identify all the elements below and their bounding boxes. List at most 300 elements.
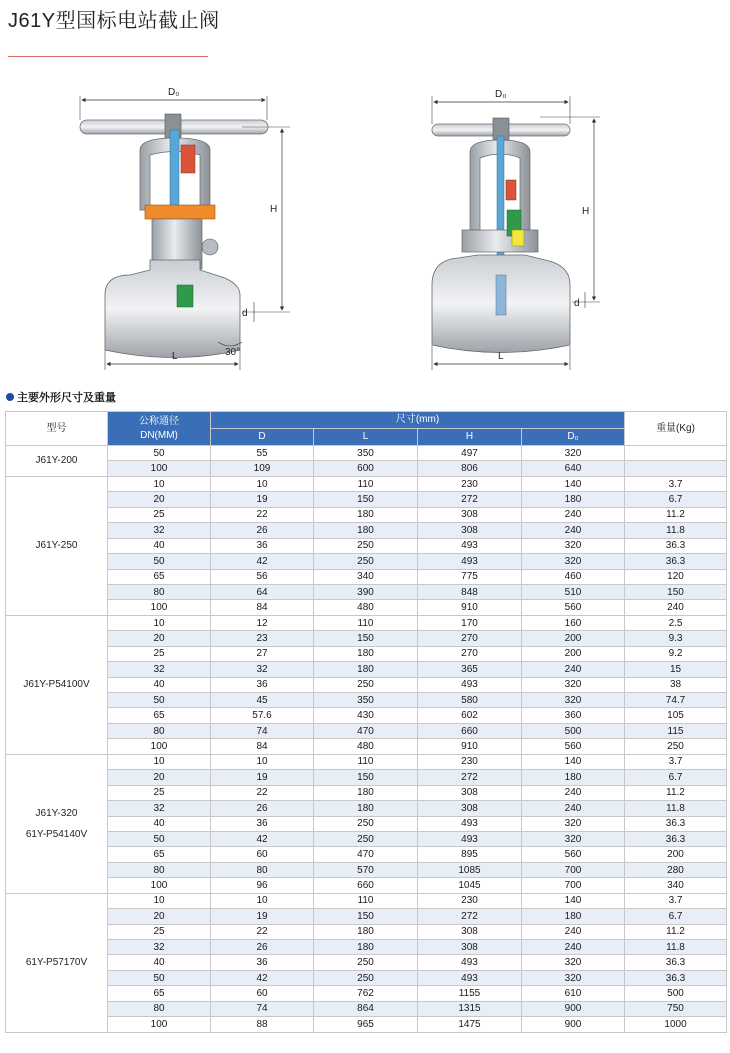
d0-cell: 320: [522, 831, 625, 846]
h-cell: 308: [418, 801, 522, 816]
weight-cell: 11.8: [625, 523, 727, 538]
d0-cell: 320: [522, 693, 625, 708]
l-cell: 480: [314, 600, 418, 615]
left-angle-label: 30°: [225, 347, 241, 358]
d0-cell: 320: [522, 677, 625, 692]
weight-cell: 1000: [625, 1017, 727, 1032]
dn-cell: 20: [108, 909, 211, 924]
table-row: [6, 924, 727, 939]
h-cell: 308: [418, 785, 522, 800]
table-row: [6, 662, 727, 677]
dimensions-table: [5, 411, 727, 1033]
h-cell: 602: [418, 708, 522, 723]
dn-cell: 40: [108, 816, 211, 831]
d-cell: 84: [211, 600, 314, 615]
d0-cell: 240: [522, 940, 625, 955]
d-cell: 27: [211, 646, 314, 661]
right-h-label: H: [582, 206, 590, 217]
model-name: J61Y-200: [35, 455, 78, 467]
d0-cell: 460: [522, 569, 625, 584]
dn-cell: 25: [108, 646, 211, 661]
l-cell: 430: [314, 708, 418, 723]
d-cell: 60: [211, 986, 314, 1001]
left-h-label: H: [270, 204, 278, 215]
d0-cell: 320: [522, 816, 625, 831]
d-cell: 55: [211, 446, 314, 461]
weight-cell: 74.7: [625, 693, 727, 708]
left-l-label: L: [172, 351, 178, 362]
table-row: [6, 754, 727, 769]
d0-cell: 200: [522, 646, 625, 661]
d0-cell: 640: [522, 461, 625, 476]
d-cell: 10: [211, 754, 314, 769]
d-cell: 22: [211, 507, 314, 522]
table-row: [6, 507, 727, 522]
h-cell: 365: [418, 662, 522, 677]
weight-cell: 3.7: [625, 754, 727, 769]
dn-cell: 25: [108, 507, 211, 522]
h-cell: 493: [418, 554, 522, 569]
h-cell: 270: [418, 646, 522, 661]
l-cell: 180: [314, 646, 418, 661]
weight-cell: 11.2: [625, 785, 727, 800]
weight-cell: 200: [625, 847, 727, 862]
section-heading-text: 主要外形尺寸及重量: [17, 392, 116, 404]
model-cell: [6, 476, 108, 615]
d-cell: 12: [211, 615, 314, 630]
table-row: [6, 816, 727, 831]
valve-diagrams: [0, 80, 730, 380]
d-cell: 64: [211, 584, 314, 599]
h-cell: 895: [418, 847, 522, 862]
dn-cell: 10: [108, 893, 211, 908]
dn-cell: 65: [108, 708, 211, 723]
dn-cell: 32: [108, 801, 211, 816]
d-cell: 74: [211, 1001, 314, 1016]
d-cell: 26: [211, 940, 314, 955]
dn-cell: 100: [108, 739, 211, 754]
d0-cell: 140: [522, 754, 625, 769]
table-row: [6, 476, 727, 491]
h-cell: 493: [418, 538, 522, 553]
model-name: J61Y-320: [35, 807, 78, 819]
table-body: [6, 446, 727, 1033]
h-cell: 170: [418, 615, 522, 630]
model-cell: [6, 893, 108, 1032]
header-dn-line1: 公称通径: [139, 415, 179, 427]
model-cell: [6, 615, 108, 754]
h-cell: 493: [418, 677, 522, 692]
table-row: [6, 986, 727, 1001]
d0-cell: 320: [522, 554, 625, 569]
l-cell: 180: [314, 785, 418, 800]
table-row: [6, 631, 727, 646]
l-cell: 110: [314, 615, 418, 630]
weight-cell: 3.7: [625, 893, 727, 908]
header-l: L: [314, 429, 418, 446]
dn-cell: 65: [108, 986, 211, 1001]
table-row: [6, 770, 727, 785]
d0-cell: 360: [522, 708, 625, 723]
h-cell: 806: [418, 461, 522, 476]
table-row: [6, 615, 727, 630]
d-cell: 84: [211, 739, 314, 754]
title-underline: [8, 56, 208, 57]
h-cell: 660: [418, 723, 522, 738]
weight-cell: 6.7: [625, 492, 727, 507]
l-cell: 110: [314, 754, 418, 769]
weight-cell: 3.7: [625, 476, 727, 491]
h-cell: 230: [418, 893, 522, 908]
l-cell: 110: [314, 476, 418, 491]
l-cell: 150: [314, 631, 418, 646]
d-cell: 36: [211, 677, 314, 692]
dn-cell: 80: [108, 1001, 211, 1016]
d0-cell: 180: [522, 909, 625, 924]
h-cell: 493: [418, 970, 522, 985]
l-cell: 180: [314, 940, 418, 955]
dn-cell: 32: [108, 662, 211, 677]
d-cell: 36: [211, 538, 314, 553]
dn-cell: 50: [108, 554, 211, 569]
h-cell: 230: [418, 754, 522, 769]
table-row: [6, 801, 727, 816]
dimensions-table-wrapper: [5, 411, 726, 1033]
table-row: [6, 693, 727, 708]
weight-cell: 36.3: [625, 955, 727, 970]
d-cell: 10: [211, 476, 314, 491]
l-cell: 965: [314, 1017, 418, 1032]
d-cell: 74: [211, 723, 314, 738]
dn-cell: 80: [108, 862, 211, 877]
h-cell: 272: [418, 909, 522, 924]
d-cell: 36: [211, 955, 314, 970]
weight-cell: 280: [625, 862, 727, 877]
l-cell: 180: [314, 662, 418, 677]
l-cell: 350: [314, 446, 418, 461]
model-name: J61Y-250: [35, 540, 78, 552]
h-cell: 497: [418, 446, 522, 461]
d0-cell: 320: [522, 446, 625, 461]
dn-cell: 100: [108, 461, 211, 476]
left-valve-drawing: [80, 87, 290, 370]
dn-cell: 20: [108, 492, 211, 507]
h-cell: 270: [418, 631, 522, 646]
table-row: [6, 523, 727, 538]
dn-cell: 50: [108, 446, 211, 461]
dn-cell: 40: [108, 677, 211, 692]
dn-cell: 25: [108, 924, 211, 939]
h-cell: 1085: [418, 862, 522, 877]
table-row: [6, 878, 727, 893]
h-cell: 493: [418, 831, 522, 846]
l-cell: 250: [314, 831, 418, 846]
weight-cell: 11.2: [625, 924, 727, 939]
d0-cell: 240: [522, 801, 625, 816]
model-cell: [6, 446, 108, 477]
section-heading: [6, 389, 116, 405]
weight-cell: 36.3: [625, 970, 727, 985]
table-row: [6, 538, 727, 553]
weight-cell: [625, 446, 727, 461]
right-small-d-label: d: [574, 298, 580, 309]
weight-cell: [625, 461, 727, 476]
model-name: J61Y-P54100V: [23, 679, 90, 691]
weight-cell: 11.8: [625, 940, 727, 955]
h-cell: 308: [418, 940, 522, 955]
d-cell: 60: [211, 847, 314, 862]
d0-cell: 180: [522, 492, 625, 507]
l-cell: 390: [314, 584, 418, 599]
table-row: [6, 708, 727, 723]
table-row: [6, 723, 727, 738]
table-row: [6, 461, 727, 476]
d0-cell: 200: [522, 631, 625, 646]
weight-cell: 500: [625, 986, 727, 1001]
l-cell: 250: [314, 955, 418, 970]
h-cell: 910: [418, 739, 522, 754]
h-cell: 848: [418, 584, 522, 599]
dn-cell: 32: [108, 523, 211, 538]
table-row: [6, 646, 727, 661]
d0-cell: 560: [522, 847, 625, 862]
table-row: [6, 677, 727, 692]
d0-cell: 900: [522, 1017, 625, 1032]
dn-cell: 50: [108, 693, 211, 708]
d0-cell: 240: [522, 507, 625, 522]
table-row: [6, 955, 727, 970]
dn-cell: 10: [108, 754, 211, 769]
dn-cell: 40: [108, 538, 211, 553]
l-cell: 110: [314, 893, 418, 908]
d0-cell: 610: [522, 986, 625, 1001]
dn-cell: 50: [108, 831, 211, 846]
dn-cell: 25: [108, 785, 211, 800]
left-d0-label: D₀: [168, 87, 180, 98]
bullet-icon: [6, 393, 14, 401]
h-cell: 230: [418, 476, 522, 491]
l-cell: 480: [314, 739, 418, 754]
d0-cell: 240: [522, 523, 625, 538]
d-cell: 19: [211, 492, 314, 507]
table-row: [6, 584, 727, 599]
header-row-1: [6, 412, 727, 429]
weight-cell: 6.7: [625, 909, 727, 924]
d-cell: 26: [211, 801, 314, 816]
d0-cell: 500: [522, 723, 625, 738]
dn-cell: 65: [108, 569, 211, 584]
weight-cell: 36.3: [625, 538, 727, 553]
header-dn: [108, 412, 211, 446]
table-row: [6, 940, 727, 955]
h-cell: 1045: [418, 878, 522, 893]
l-cell: 180: [314, 801, 418, 816]
d-cell: 36: [211, 816, 314, 831]
d0-cell: 140: [522, 893, 625, 908]
d-cell: 42: [211, 970, 314, 985]
table-row: [6, 862, 727, 877]
right-valve-drawing: [432, 89, 600, 370]
table-row: [6, 1001, 727, 1016]
d0-cell: 700: [522, 878, 625, 893]
weight-cell: 15: [625, 662, 727, 677]
l-cell: 250: [314, 538, 418, 553]
l-cell: 150: [314, 492, 418, 507]
dn-cell: 80: [108, 723, 211, 738]
h-cell: 1155: [418, 986, 522, 1001]
weight-cell: 240: [625, 600, 727, 615]
table-row: [6, 785, 727, 800]
l-cell: 180: [314, 507, 418, 522]
table-row: [6, 831, 727, 846]
d-cell: 22: [211, 785, 314, 800]
d-cell: 109: [211, 461, 314, 476]
weight-cell: 340: [625, 878, 727, 893]
table-row: [6, 909, 727, 924]
weight-cell: 115: [625, 723, 727, 738]
weight-cell: 36.3: [625, 816, 727, 831]
d0-cell: 240: [522, 785, 625, 800]
d-cell: 57.6: [211, 708, 314, 723]
d0-cell: 240: [522, 662, 625, 677]
l-cell: 180: [314, 924, 418, 939]
l-cell: 250: [314, 816, 418, 831]
dn-cell: 40: [108, 955, 211, 970]
l-cell: 340: [314, 569, 418, 584]
h-cell: 493: [418, 816, 522, 831]
d-cell: 88: [211, 1017, 314, 1032]
dn-cell: 20: [108, 770, 211, 785]
d-cell: 19: [211, 909, 314, 924]
header-d: D: [211, 429, 314, 446]
dn-cell: 80: [108, 584, 211, 599]
dn-cell: 20: [108, 631, 211, 646]
d0-cell: 510: [522, 584, 625, 599]
weight-cell: 750: [625, 1001, 727, 1016]
d0-cell: 700: [522, 862, 625, 877]
d-cell: 22: [211, 924, 314, 939]
h-cell: 1315: [418, 1001, 522, 1016]
weight-cell: 150: [625, 584, 727, 599]
table-row: [6, 739, 727, 754]
dn-cell: 32: [108, 940, 211, 955]
dn-cell: 65: [108, 847, 211, 862]
l-cell: 150: [314, 909, 418, 924]
weight-cell: 36.3: [625, 831, 727, 846]
d0-cell: 180: [522, 770, 625, 785]
header-weight: 重量(Kg): [625, 412, 727, 446]
l-cell: 660: [314, 878, 418, 893]
l-cell: 470: [314, 723, 418, 738]
table-row: [6, 893, 727, 908]
l-cell: 250: [314, 970, 418, 985]
l-cell: 570: [314, 862, 418, 877]
h-cell: 775: [418, 569, 522, 584]
d0-cell: 900: [522, 1001, 625, 1016]
d-cell: 96: [211, 878, 314, 893]
d-cell: 42: [211, 554, 314, 569]
table-row: [6, 970, 727, 985]
weight-cell: 9.2: [625, 646, 727, 661]
d-cell: 80: [211, 862, 314, 877]
table-row: [6, 847, 727, 862]
d0-cell: 240: [522, 924, 625, 939]
l-cell: 350: [314, 693, 418, 708]
h-cell: 1475: [418, 1017, 522, 1032]
d0-cell: 560: [522, 600, 625, 615]
model-name: 61Y-P54140V: [25, 828, 88, 840]
l-cell: 150: [314, 770, 418, 785]
h-cell: 308: [418, 924, 522, 939]
weight-cell: 11.2: [625, 507, 727, 522]
h-cell: 910: [418, 600, 522, 615]
weight-cell: 105: [625, 708, 727, 723]
h-cell: 272: [418, 492, 522, 507]
weight-cell: 2.5: [625, 615, 727, 630]
header-d0: D₀: [522, 429, 625, 446]
d0-cell: 320: [522, 955, 625, 970]
weight-cell: 38: [625, 677, 727, 692]
model-cell: [6, 754, 108, 893]
d-cell: 26: [211, 523, 314, 538]
dn-cell: 10: [108, 615, 211, 630]
dn-cell: 100: [108, 878, 211, 893]
weight-cell: 9.3: [625, 631, 727, 646]
d0-cell: 320: [522, 538, 625, 553]
weight-cell: 11.8: [625, 801, 727, 816]
l-cell: 600: [314, 461, 418, 476]
l-cell: 180: [314, 523, 418, 538]
l-cell: 470: [314, 847, 418, 862]
h-cell: 580: [418, 693, 522, 708]
page-title: J61Y型国标电站截止阀: [8, 10, 220, 32]
d-cell: 10: [211, 893, 314, 908]
dn-cell: 100: [108, 1017, 211, 1032]
table-row: [6, 554, 727, 569]
l-cell: 864: [314, 1001, 418, 1016]
header-h: H: [418, 429, 522, 446]
left-small-d-label: d: [242, 308, 248, 319]
dn-cell: 10: [108, 476, 211, 491]
h-cell: 493: [418, 955, 522, 970]
header-model: 型号: [6, 412, 108, 446]
table-row: [6, 446, 727, 461]
right-d0-label: D₀: [495, 89, 507, 100]
dn-cell: 50: [108, 970, 211, 985]
l-cell: 250: [314, 554, 418, 569]
weight-cell: 6.7: [625, 770, 727, 785]
d-cell: 42: [211, 831, 314, 846]
header-size: 尺寸(mm): [211, 412, 625, 429]
header-dn-line2: DN(MM): [140, 429, 178, 441]
d0-cell: 560: [522, 739, 625, 754]
l-cell: 250: [314, 677, 418, 692]
weight-cell: 36.3: [625, 554, 727, 569]
h-cell: 308: [418, 523, 522, 538]
weight-cell: 120: [625, 569, 727, 584]
right-l-label: L: [498, 351, 504, 362]
h-cell: 308: [418, 507, 522, 522]
dn-cell: 100: [108, 600, 211, 615]
d-cell: 32: [211, 662, 314, 677]
valve-drawings-svg: [0, 80, 730, 380]
table-row: [6, 569, 727, 584]
d0-cell: 320: [522, 970, 625, 985]
table-row: [6, 492, 727, 507]
d0-cell: 140: [522, 476, 625, 491]
table-row: [6, 600, 727, 615]
table-row: [6, 1017, 727, 1032]
